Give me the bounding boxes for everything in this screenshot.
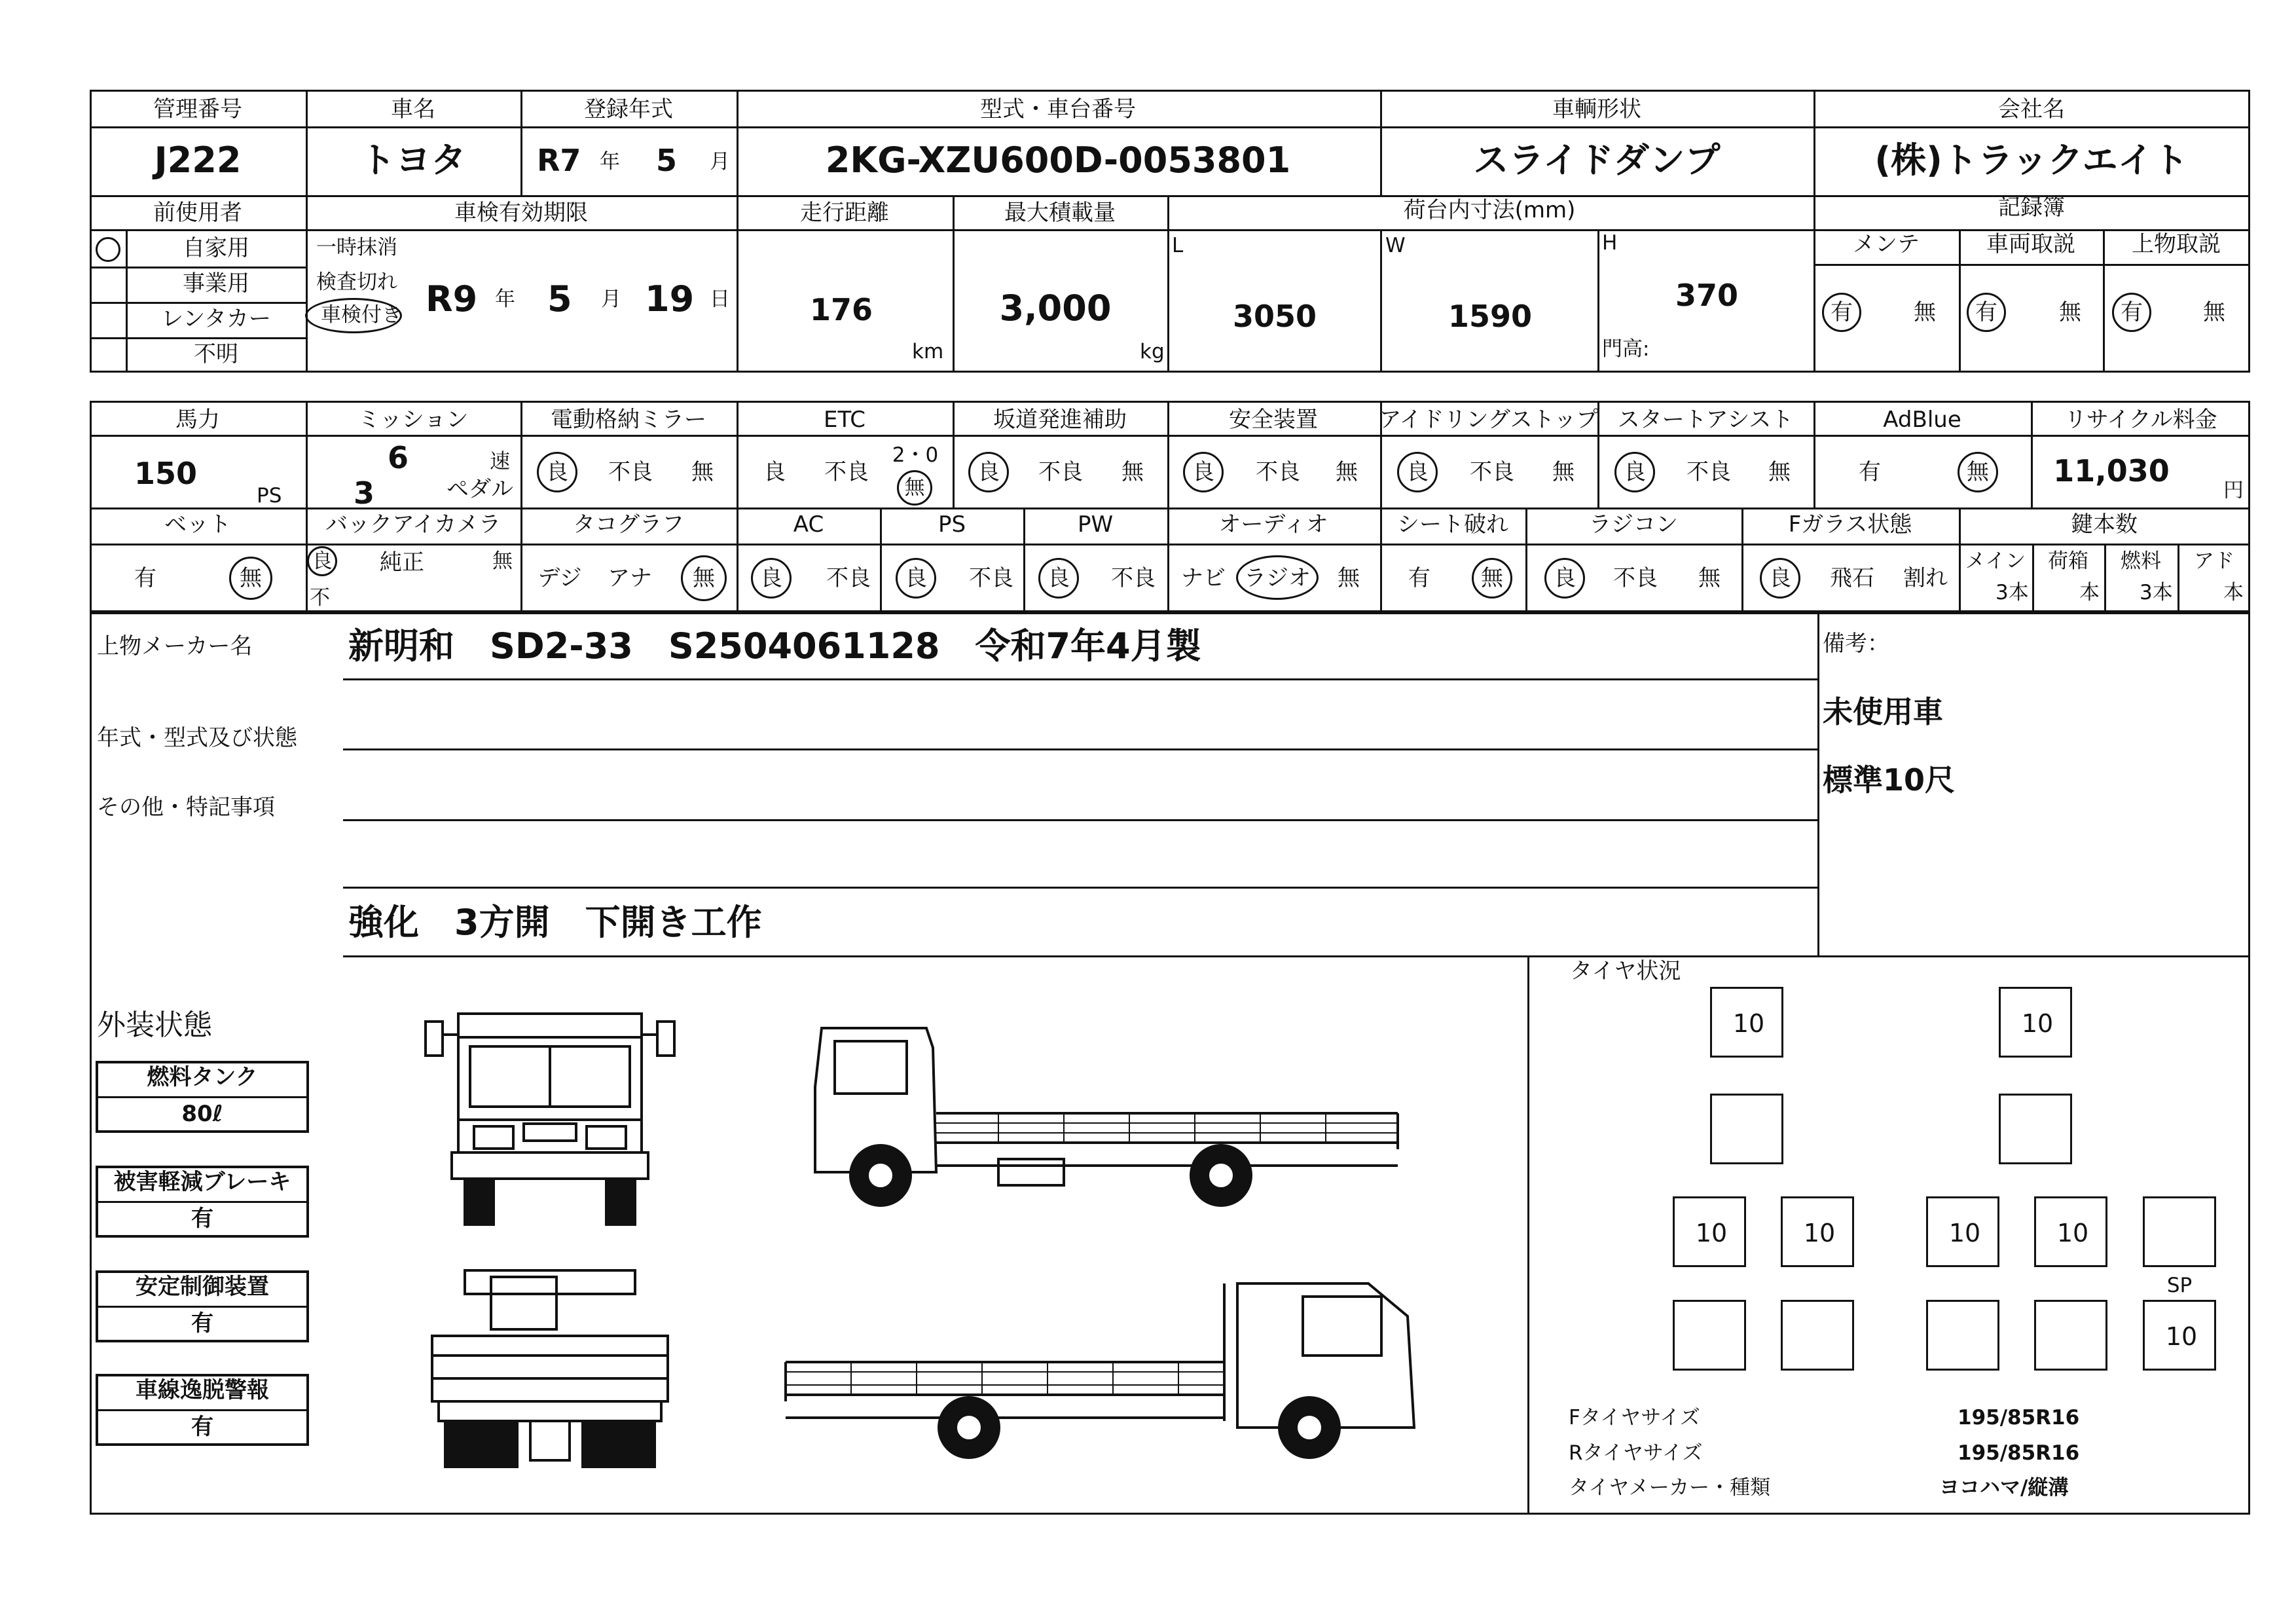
adblue-no: 無 <box>1967 459 1989 485</box>
key-adblue-count: 本 <box>2223 581 2244 604</box>
ps-label: PS <box>938 511 966 538</box>
cargo-l-value: 3050 <box>1232 299 1317 334</box>
seat-no: 無 <box>1481 565 1503 591</box>
maker-label: 上物メーカー名 <box>97 633 253 659</box>
etc-none: 無 <box>904 476 925 500</box>
backcam-good: 良 <box>312 549 333 573</box>
hp-label: 馬力 <box>175 407 220 433</box>
ac-bad: 不良 <box>826 565 871 591</box>
remarks-label: 備考： <box>1823 631 1889 657</box>
f-tire-size: 195/85R16 <box>1958 1406 2080 1430</box>
key-fuel-label: 燃料 <box>2121 549 2161 573</box>
tacho-digital: デジ <box>538 565 582 591</box>
bed-no: 無 <box>240 565 262 591</box>
tacho-analog: アナ <box>608 565 652 591</box>
ps-good: 良 <box>905 565 927 591</box>
special-note: 強化 3方開 下開き工作 <box>348 902 762 943</box>
pw-label: PW <box>1077 511 1114 538</box>
reg-month: 5 <box>656 143 678 178</box>
tire-maker: ヨコハマ/縦溝 <box>1939 1476 2069 1500</box>
truck-side-view-left <box>802 1008 1411 1211</box>
car-name-label: 車名 <box>391 96 435 122</box>
spare-tire-label: SP <box>2166 1274 2193 1297</box>
tire-front-right-spare-slot <box>1999 1094 2072 1164</box>
tire-rear-outer-left: 10 <box>1673 1196 1746 1267</box>
cargo-h-value: 370 <box>1675 278 1739 313</box>
tire-front-left: 10 <box>1710 987 1783 1058</box>
hp-value: 150 <box>134 456 198 491</box>
start-assist-bad: 不良 <box>1686 459 1731 485</box>
body-label: 車輌形状 <box>1552 96 1641 122</box>
tire-front-left-spare-slot <box>1710 1094 1783 1164</box>
remarks-line: 未使用車 <box>1823 694 1943 729</box>
key-main-label: メイン <box>1965 549 2026 573</box>
pw-bad: 不良 <box>1111 565 1156 591</box>
audio-none: 無 <box>1338 565 1360 591</box>
audio-navi: ナビ <box>1181 565 1226 591</box>
tire-rear-outer-right-slot <box>2034 1300 2107 1371</box>
reg-month-unit: 月 <box>710 150 730 174</box>
max-load-label: 最大積載量 <box>1004 200 1116 226</box>
mirror-none: 無 <box>691 459 714 485</box>
header-table <box>90 90 2250 373</box>
mission-speed-unit: 速 <box>490 450 510 473</box>
remote-good: 良 <box>1554 565 1576 591</box>
truck-front-view <box>419 995 694 1238</box>
bed-yes: 有 <box>134 565 156 591</box>
inspection-day-unit: 日 <box>710 287 730 311</box>
hill-good: 良 <box>977 459 1000 485</box>
start-assist-good: 良 <box>1624 459 1646 485</box>
tire-status-label: タイヤ状況 <box>1570 958 1681 984</box>
gate-height-label: 門高: <box>1602 337 1650 361</box>
reg-year-unit: 年 <box>600 150 620 174</box>
inspection-status-option: 検査切れ <box>316 270 397 294</box>
remarks-line: 標準10尺 <box>1823 762 1956 798</box>
inspection-era: R9 <box>426 278 478 320</box>
body-type: スライドダンプ <box>1473 139 1721 181</box>
mileage-value: 176 <box>809 292 873 327</box>
collision-brake-label: 被害軽減ブレーキ <box>113 1169 291 1195</box>
tire-rear-outer-left-slot <box>1673 1300 1746 1371</box>
mgmt-no-label: 管理番号 <box>153 96 242 122</box>
etc-bad: 不良 <box>824 459 869 485</box>
backcam-label: バックアイカメラ <box>325 511 501 538</box>
record-no: 無 <box>2203 299 2225 325</box>
tire-extra-slot <box>2143 1196 2216 1267</box>
recycle-value: 11,030 <box>2053 453 2170 489</box>
key-cargo-label: 荷箱 <box>2048 549 2088 573</box>
fuel-tank-value: 80ℓ <box>181 1101 223 1127</box>
record-vehicle-manual-label: 車両取説 <box>1986 231 2075 257</box>
ac-good: 良 <box>760 565 782 591</box>
record-yes: 有 <box>1975 299 1997 325</box>
pw-good: 良 <box>1048 565 1070 591</box>
inspection-month-unit: 月 <box>601 287 621 311</box>
lane-departure-label: 車線逸脱警報 <box>136 1377 269 1403</box>
mission-pedal: 3 <box>354 475 375 511</box>
safety-none: 無 <box>1336 459 1358 485</box>
adblue-label: AdBlue <box>1883 407 1961 433</box>
tire-front-right: 10 <box>1999 987 2072 1058</box>
ps-bad: 不良 <box>969 565 1013 591</box>
prev-use-option: 事業用 <box>183 270 249 297</box>
prev-use-option: 不明 <box>194 341 238 367</box>
adblue-yes: 有 <box>1859 459 1881 485</box>
cargo-w-label: W <box>1385 234 1406 257</box>
glass-chip: 飛石 <box>1830 565 1874 591</box>
tire-rear-outer-right: 10 <box>2034 1196 2107 1267</box>
glass-crack: 割れ <box>1903 565 1948 591</box>
model-number: 2KG-XZU600D-0053801 <box>825 139 1291 181</box>
maker-value: 新明和 SD2-33 S2504061128 令和7年4月製 <box>348 625 1201 667</box>
r-tire-size-label: Rタイヤサイズ <box>1569 1441 1703 1465</box>
tire-rear-inner-left: 10 <box>1781 1196 1854 1267</box>
glass-good: 良 <box>1769 565 1791 591</box>
truck-rear-view <box>419 1264 694 1480</box>
backcam-genuine: 純正 <box>380 549 424 576</box>
lane-departure-value: 有 <box>191 1414 213 1440</box>
start-assist-none: 無 <box>1768 459 1791 485</box>
mirror-good: 良 <box>546 459 568 485</box>
seat-label: シート破れ <box>1397 511 1508 538</box>
inspection-month: 5 <box>547 278 572 320</box>
prev-use-label: 前使用者 <box>153 200 242 226</box>
key-main-count: 3本 <box>1995 581 2029 604</box>
key-cargo-count: 本 <box>2079 581 2100 604</box>
f-tire-size-label: Fタイヤサイズ <box>1569 1406 1700 1430</box>
record-no: 無 <box>1914 299 1936 325</box>
r-tire-size: 195/85R16 <box>1958 1441 2080 1465</box>
recycle-label: リサイクル料金 <box>2064 407 2217 433</box>
max-load-value: 3,000 <box>999 287 1112 329</box>
keys-label: 鍵本数 <box>2071 511 2138 538</box>
hill-none: 無 <box>1121 459 1144 485</box>
etc-note: 2・0 <box>892 443 939 467</box>
key-adblue-label: アド <box>2194 549 2234 573</box>
year-model-label: 年式・型式及び状態 <box>97 725 297 751</box>
idle-good: 良 <box>1406 459 1429 485</box>
exterior-label: 外装状態 <box>97 1008 212 1042</box>
safety-label: 安全装置 <box>1229 407 1318 433</box>
car-name: トヨタ <box>360 139 466 181</box>
idle-none: 無 <box>1552 459 1575 485</box>
company-label: 会社名 <box>1998 96 2065 122</box>
inspection-status-option: 一時抹消 <box>316 236 397 259</box>
tire-rear-inner-right-slot <box>1926 1300 1999 1371</box>
hill-bad: 不良 <box>1038 459 1083 485</box>
stability-control-value: 有 <box>191 1310 213 1337</box>
tire-maker-label: タイヤメーカー・種類 <box>1569 1476 1771 1500</box>
hp-unit: PS <box>257 484 282 507</box>
key-fuel-count: 3本 <box>2140 581 2173 604</box>
tire-rear-inner-right: 10 <box>1926 1196 1999 1267</box>
tire-spare: 10 <box>2143 1300 2216 1371</box>
prev-use-option: 自家用 <box>183 235 249 261</box>
audio-radio: ラジオ <box>1244 565 1311 591</box>
prev-use-selected-mark <box>96 237 120 262</box>
recycle-unit: 円 <box>2223 479 2244 502</box>
seat-yes: 有 <box>1408 565 1430 591</box>
remote-none: 無 <box>1698 565 1721 591</box>
model-label: 型式・車台番号 <box>980 96 1136 122</box>
stability-control-label: 安定制御装置 <box>136 1274 269 1300</box>
reg-year-label: 登録年式 <box>584 96 673 122</box>
collision-brake-value: 有 <box>191 1206 213 1232</box>
glass-label: Fガラス状態 <box>1788 511 1912 538</box>
etc-label: ETC <box>824 407 866 433</box>
mirror-label: 電動格納ミラー <box>551 407 706 433</box>
records-label: 記録簿 <box>1998 194 2065 221</box>
idle-stop-label: アイドリングストップ <box>1379 407 1599 433</box>
hill-assist-label: 坂道発進補助 <box>993 407 1127 433</box>
tacho-none: 無 <box>693 565 715 591</box>
etc-good: 良 <box>763 459 786 485</box>
mission-label: ミッション <box>357 407 469 433</box>
remote-bad: 不良 <box>1613 565 1658 591</box>
cargo-l-label: L <box>1172 234 1184 257</box>
truck-side-view-right <box>779 1264 1427 1480</box>
cargo-w-value: 1590 <box>1448 299 1533 334</box>
inspection-year-unit: 年 <box>495 287 515 311</box>
prev-use-option: レンタカー <box>161 306 271 332</box>
cargo-dims-label: 荷台内寸法(mm) <box>1403 197 1576 223</box>
safety-bad: 不良 <box>1256 459 1300 485</box>
record-yes: 有 <box>2121 299 2143 325</box>
tire-rear-inner-left-slot <box>1781 1300 1854 1371</box>
idle-bad: 不良 <box>1470 459 1514 485</box>
inspection-status-option: 車検付き <box>321 303 402 327</box>
company-name: (株)トラックエイト <box>1874 139 2189 181</box>
safety-good: 良 <box>1192 459 1214 485</box>
other-notes-label: その他・特記事項 <box>97 794 275 821</box>
tacho-label: タコグラフ <box>573 511 684 538</box>
reg-era: R7 <box>537 143 581 178</box>
remote-label: ラジコン <box>1589 511 1678 538</box>
backcam-bad: 不 <box>310 586 330 610</box>
max-load-unit: kg <box>1140 340 1165 363</box>
inspection-selected-mark <box>305 298 402 333</box>
cargo-h-label: H <box>1602 231 1618 255</box>
record-no: 無 <box>2059 299 2081 325</box>
record-yes: 有 <box>1831 299 1853 325</box>
inspection-label: 車検有効期限 <box>454 200 588 226</box>
bed-label: ベット <box>164 511 231 538</box>
mileage-label: 走行距離 <box>800 200 889 226</box>
mirror-bad: 不良 <box>608 459 653 485</box>
inspection-day: 19 <box>645 278 695 320</box>
audio-label: オーディオ <box>1218 511 1328 538</box>
fuel-tank-label: 燃料タンク <box>147 1064 258 1090</box>
record-body-manual-label: 上物取説 <box>2132 231 2221 257</box>
mileage-unit: km <box>912 340 944 363</box>
backcam-none: 無 <box>492 549 513 573</box>
ac-label: AC <box>793 511 824 538</box>
mission-speed: 6 <box>388 440 409 475</box>
mission-pedal-unit: ペダル <box>446 476 513 502</box>
record-maint-label: メンテ <box>1853 231 1920 257</box>
start-assist-label: スタートアシスト <box>1617 407 1794 433</box>
mgmt-no: J222 <box>154 139 242 181</box>
